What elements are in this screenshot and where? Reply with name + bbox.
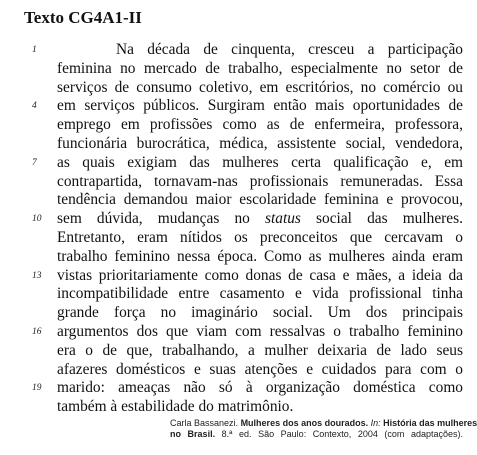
citation-book-title: História das mulheres (383, 418, 477, 428)
text-line: Na década de cinquenta, cresceu a participação (116, 41, 463, 58)
text-line: vistas prioritariamente como donas de casa e mães, a ideia da (57, 266, 463, 284)
citation-book-title-end: no Brasil. (170, 429, 216, 439)
citation-line (170, 429, 463, 440)
text-line-row (0, 285, 473, 304)
text-line: emprego em profissões como as de enfermeira, professora, (57, 116, 463, 134)
text-line (57, 210, 463, 228)
text-line-row (0, 173, 473, 192)
text-line: Entretanto, eram nítidos os preconceitos que cercavam o (57, 228, 463, 246)
text-line-row (0, 267, 473, 286)
text-line-row (0, 60, 473, 79)
text-line-row (0, 154, 473, 173)
text-line-row (0, 398, 473, 417)
text-line-row (0, 97, 473, 116)
text-line-row (0, 191, 473, 210)
line-number: 19 (32, 383, 42, 394)
text-line-row (0, 116, 473, 135)
text-line: funcionária burocrática, médica, assistente social, vendedora, (57, 134, 463, 152)
text-line: marido: ameaças não só à organização doméstica como (57, 379, 463, 397)
text-line: serviços de consumo coletivo, em escritórios, no comércio ou (57, 78, 463, 96)
text-line: tendência demandou maior escolaridade feminina e provocou, (57, 191, 463, 209)
line-number: 10 (32, 214, 42, 225)
line-number: 7 (32, 157, 37, 168)
text-line-row (0, 304, 473, 323)
text-segment: social das mulheres. (300, 210, 463, 228)
text-line: afazeres domésticos e suas atenções e cuidados para com o (57, 360, 463, 378)
text-line: as quais exigiam das mulheres certa qualificação e, em (57, 153, 463, 171)
citation-author: Carla Bassanezi. (170, 418, 239, 428)
text-line-row (0, 342, 473, 361)
text-line-row (0, 379, 473, 398)
citation-chapter: Mulheres dos anos dourados. (240, 418, 369, 428)
text-line: trabalho feminino nessa época. Como as mulheres ainda eram (57, 247, 463, 265)
citation-line (170, 418, 477, 429)
text-line: também à estabilidade do matrimônio. (57, 398, 294, 416)
line-number: 13 (32, 270, 42, 281)
text-line: era o de que, trabalhando, a mulher deixaria de lado seus (57, 341, 463, 359)
citation-publication: 8.ª ed. São Paulo: Contexto, 2004 (com adaptações). (221, 429, 463, 439)
text-line-row (0, 361, 473, 380)
source-citation (170, 418, 477, 440)
text-line-row (0, 229, 473, 248)
line-number: 4 (32, 101, 37, 112)
text-line: em serviços públicos. Surgiram então mais oportunidades de (57, 97, 463, 115)
document-title: Texto CG4A1-II (24, 8, 142, 27)
text-line-row (0, 79, 473, 98)
italic-term: status (264, 210, 301, 228)
text-line: contrapartida, tornavam-nas profissionais remuneradas. Essa (57, 172, 463, 190)
text-line: grande força no imaginário social. Um dos principais (57, 304, 463, 322)
text-line-row (0, 135, 473, 154)
text-line: incompatibilidade entre casamento e vida profissional tinha (57, 285, 463, 303)
text-line: argumentos dos que viam com ressalvas o trabalho feminino (57, 322, 463, 340)
citation-in: In: (370, 418, 381, 428)
text-line: feminina no mercado de trabalho, especialmente no setor de (57, 59, 463, 77)
text-segment: sem dúvida, mudanças no (57, 210, 265, 228)
text-body (0, 41, 473, 417)
text-line-row (0, 210, 473, 229)
text-line-row (0, 248, 473, 267)
text-line-row (0, 323, 473, 342)
text-line-row (0, 41, 473, 60)
line-number: 16 (32, 326, 42, 337)
line-number: 1 (32, 45, 37, 55)
